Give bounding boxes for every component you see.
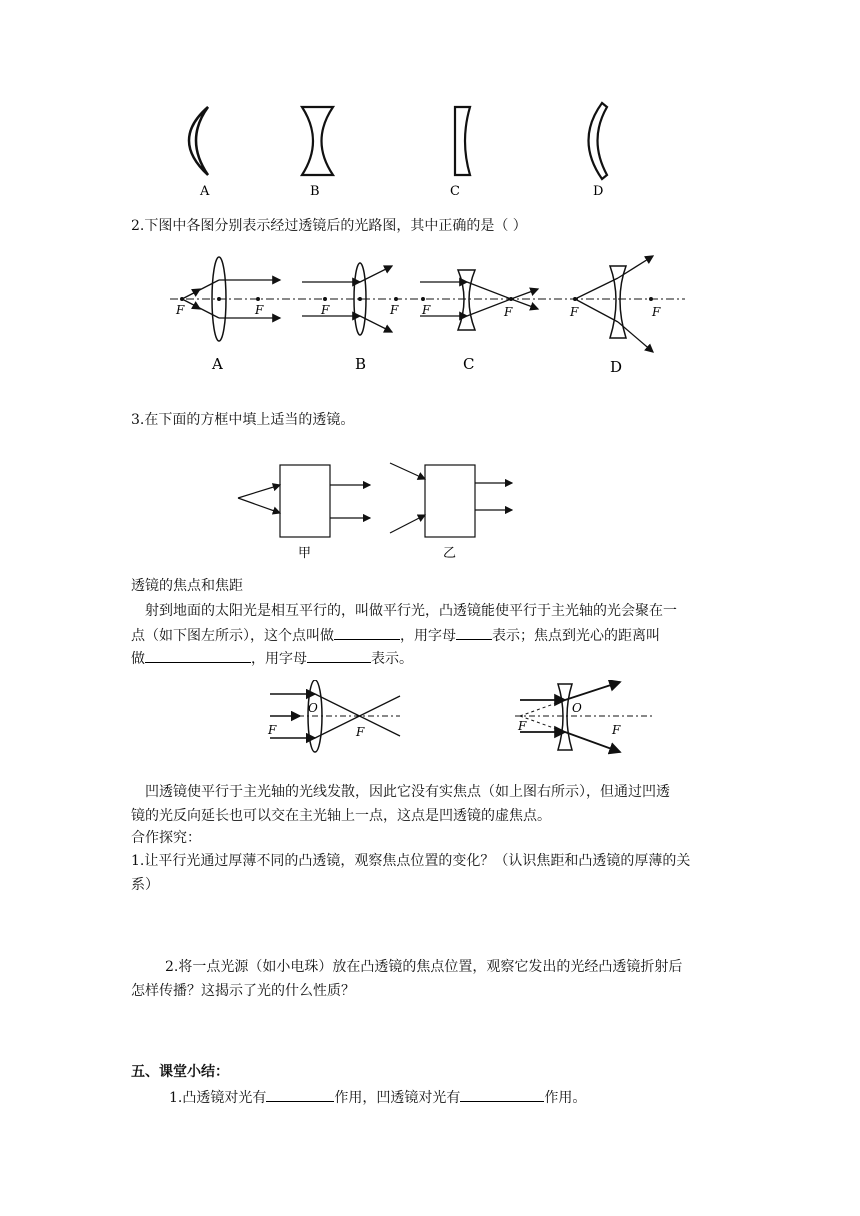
svg-text:F: F [518, 719, 527, 733]
summary-line-1: 1.凸透镜对光有 作用，凹透镜对光有 作用。 [169, 1087, 586, 1108]
diagram-label-c: C [463, 355, 475, 373]
lens-shape-a [189, 107, 208, 175]
svg-text:F: F [321, 303, 330, 317]
lens-shape-c [455, 107, 470, 175]
section-heading-focus: 透镜的焦点和焦距 [131, 578, 243, 594]
box-yi [425, 465, 475, 537]
svg-text:F: F [356, 725, 365, 739]
box-label-jia: 甲 [298, 546, 312, 561]
cooperate-item-2-line-2: 怎样传播？这揭示了光的什么性质？ [131, 983, 355, 999]
blank-focal-length-name[interactable] [145, 648, 251, 663]
blank-convex-effect[interactable] [266, 1087, 334, 1102]
q2-light-path-figure [170, 242, 690, 382]
svg-text:F: F [268, 723, 277, 737]
svg-text:O: O [308, 701, 318, 715]
lens-label-c: C [450, 184, 460, 199]
focus-paragraph-line-2: 点（如下图左所示），这个点叫做 ，用字母 表示；焦点到光心的距离叫 [131, 625, 660, 646]
svg-text:F: F [504, 305, 513, 319]
question-2-text: 2.下图中各图分别表示经过透镜后的光路图，其中正确的是（ ） [131, 218, 527, 234]
svg-text:O: O [572, 701, 582, 715]
focus-diagrams-figure [260, 680, 670, 760]
svg-text:F: F [570, 305, 579, 319]
concave-paragraph-line-1: 凹透镜使平行于主光轴的光线发散，因此它没有实焦点（如上图右所示），但通过凹透 [145, 784, 670, 800]
blank-focal-length-letter[interactable] [307, 648, 371, 663]
focus-paragraph-line-1: 射到地面的太阳光是相互平行的，叫做平行光，凸透镜能使平行于主光轴的光会聚在一 [145, 603, 677, 619]
blank-concave-effect[interactable] [460, 1087, 544, 1102]
diagram-a [175, 257, 280, 373]
box-jia [280, 465, 330, 537]
blank-focus-name[interactable] [334, 625, 400, 640]
lens-shape-d [589, 103, 608, 179]
diagram-label-d: D [610, 358, 623, 376]
question-3-text: 3.在下面的方框中填上适当的透镜。 [131, 412, 355, 428]
svg-text:F: F [255, 303, 264, 317]
cooperate-item-1-line-2: 系） [131, 877, 159, 893]
diagram-d [569, 256, 661, 376]
lens-label-a: A [200, 184, 210, 199]
svg-text:F: F [390, 303, 399, 317]
blank-focus-letter[interactable] [456, 625, 492, 640]
section-heading-summary: 五、课堂小结： [131, 1064, 229, 1080]
lens-label-b: B [310, 184, 320, 199]
svg-text:F: F [612, 723, 621, 737]
cooperate-item-2-line-1: 2.将一点光源（如小电珠）放在凸透镜的焦点位置，观察它发出的光经凸透镜折射后 [165, 959, 683, 975]
lens-label-d: D [593, 184, 604, 199]
focus-paragraph-line-3: 做 ，用字母 表示。 [131, 648, 413, 669]
lens-shapes-figure [150, 95, 650, 205]
svg-text:F: F [652, 305, 661, 319]
lens-shape-b [302, 107, 333, 175]
box-label-yi: 乙 [443, 546, 457, 561]
concave-paragraph-line-2: 镜的光反向延长也可以交在主光轴上一点，这点是凹透镜的虚焦点。 [131, 808, 551, 824]
svg-text:F: F [422, 303, 431, 317]
cooperate-item-1-line-1: 1.让平行光通过厚薄不同的凸透镜，观察焦点位置的变化？（认识焦距和凸透镜的厚薄的关 [131, 853, 691, 869]
diagram-label-b: B [355, 355, 367, 373]
q3-box-figure [230, 455, 530, 565]
svg-text:F: F [176, 303, 185, 317]
diagram-label-a: A [212, 355, 223, 373]
section-heading-cooperate: 合作探究： [131, 830, 201, 846]
diagram-c [420, 270, 538, 373]
diagram-b [302, 263, 399, 373]
